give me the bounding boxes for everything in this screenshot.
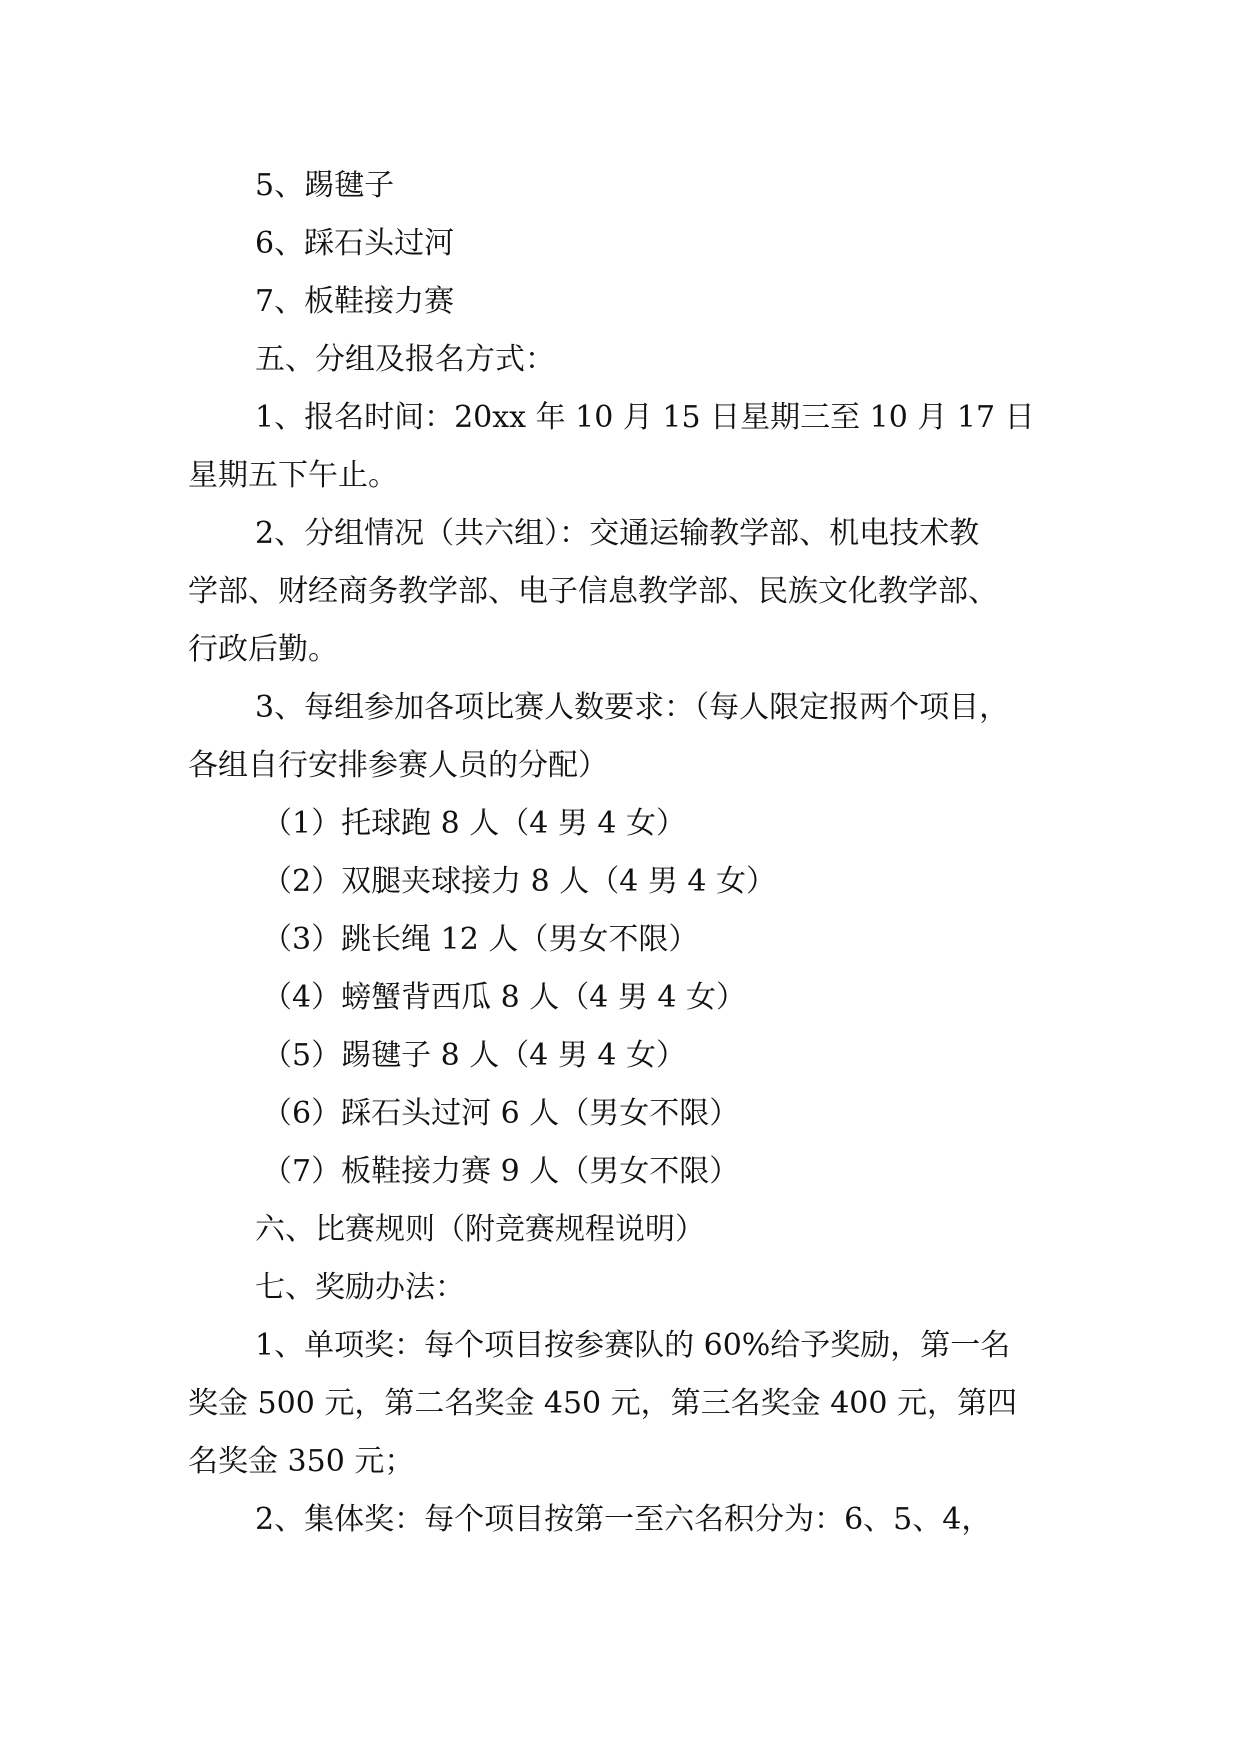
text-line: 1、单项奖：每个项目按参赛队的 60%给予奖励，第一名 <box>255 1328 1011 1363</box>
list-item: （4）螃蟹背西瓜 8 人（4 男 4 女） <box>262 980 747 1015</box>
text-line: 5、踢毽子 <box>255 168 395 203</box>
list-item: （2）双腿夹球接力 8 人（4 男 4 女） <box>262 864 777 899</box>
text-line: 行政后勤。 <box>188 632 338 667</box>
text-line: 名奖金 350 元； <box>188 1444 415 1479</box>
list-item: （7）板鞋接力赛 9 人（男女不限） <box>262 1154 740 1189</box>
text-line: 2、分组情况（共六组）：交通运输教学部、机电技术教 <box>255 516 980 551</box>
text-line: 奖金 500 元，第二名奖金 450 元，第三名奖金 400 元，第四 <box>188 1386 1017 1421</box>
text-line: 各组自行安排参赛人员的分配） <box>188 748 608 783</box>
text-line: 1、报名时间：20xx 年 10 月 15 日星期三至 10 月 17 日 <box>255 400 1035 435</box>
text-line: 6、踩石头过河 <box>255 226 455 261</box>
list-item: （6）踩石头过河 6 人（男女不限） <box>262 1096 740 1131</box>
section-heading: 五、分组及报名方式： <box>255 342 555 377</box>
section-heading: 六、比赛规则（附竞赛规程说明） <box>255 1212 705 1247</box>
text-line: 3、每组参加各项比赛人数要求：（每人限定报两个项目， <box>255 690 1010 725</box>
list-item: （5）踢毽子 8 人（4 男 4 女） <box>262 1038 687 1073</box>
text-line: 学部、财经商务教学部、电子信息教学部、民族文化教学部、 <box>188 574 998 609</box>
text-line: 7、板鞋接力赛 <box>255 284 455 319</box>
text-line: 星期五下午止。 <box>188 458 398 493</box>
list-item: （3）跳长绳 12 人（男女不限） <box>262 922 699 957</box>
section-heading: 七、奖励办法： <box>255 1270 465 1305</box>
text-line: 2、集体奖：每个项目按第一至六名积分为：6、5、4， <box>255 1502 992 1537</box>
list-item: （1）托球跑 8 人（4 男 4 女） <box>262 806 687 841</box>
